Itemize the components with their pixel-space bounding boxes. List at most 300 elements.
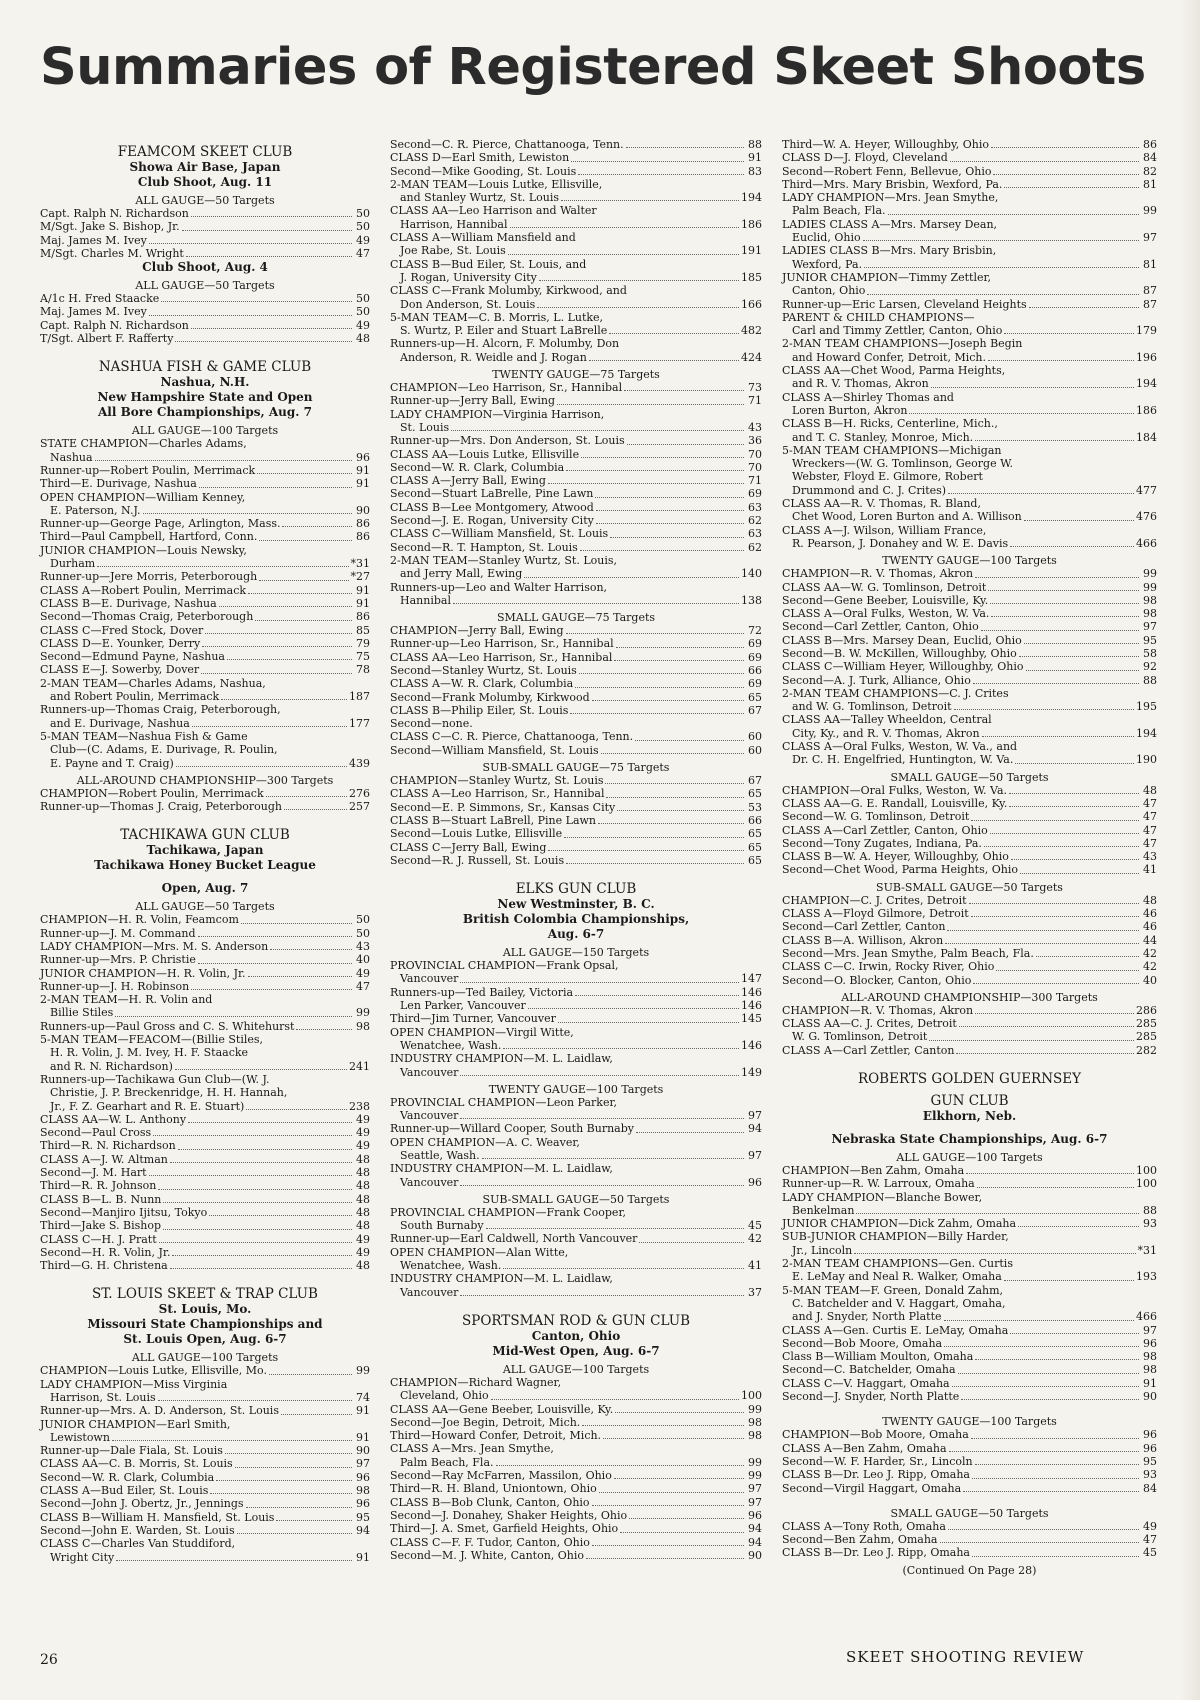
result-row — [390, 381, 762, 394]
result-row — [390, 351, 762, 364]
leader-dots — [975, 440, 1134, 441]
result-score: 48 — [1143, 893, 1157, 907]
result-row — [782, 1017, 1157, 1030]
result-score: 94 — [748, 1535, 762, 1549]
result-name: and Howard Confer, Detroit, Mich. — [792, 350, 986, 364]
result-line: CLASS B—Bud Eiler, St. Louis, and — [390, 257, 587, 271]
leader-dots — [246, 1507, 352, 1508]
result-name: Third—J. A. Smet, Garfield Heights, Ohio — [390, 1522, 619, 1536]
leader-dots — [984, 846, 1139, 847]
result-row — [40, 1113, 370, 1126]
leader-dots — [972, 1478, 1139, 1479]
result-score: 92 — [1143, 660, 1157, 674]
spacer — [782, 1057, 1157, 1065]
result-row — [390, 594, 762, 607]
result-name: CLASS C—H. J. Pratt — [40, 1232, 157, 1246]
result-name: Second—Mike Gooding, St. Louis — [390, 164, 577, 178]
leader-dots — [972, 1556, 1139, 1557]
result-name: Second—W. R. Clark, Columbia — [40, 1470, 215, 1484]
result-name: Runner-up—J. H. Robinson — [40, 979, 190, 993]
leader-dots — [1004, 333, 1134, 334]
leader-dots — [635, 740, 744, 741]
result-score: 47 — [1143, 810, 1157, 824]
result-row — [782, 351, 1157, 364]
result-name: M/Sgt. Jake S. Bishop, Jr. — [40, 220, 180, 234]
section-subheading: TWENTY GAUGE—100 Targets — [882, 554, 1057, 568]
leader-dots — [282, 526, 352, 527]
result-name: Vancouver — [400, 1285, 459, 1299]
result-name: Second—Carl Zettler, Canton, Ohio — [782, 620, 979, 634]
result-score: 99 — [356, 1006, 370, 1020]
result-name: Maj. James M. Ivey — [40, 233, 147, 247]
result-line: 2-MAN TEAM—H. R. Volin and — [40, 993, 213, 1007]
result-name: CHAMPION—Robert Poulin, Merrimack — [40, 786, 264, 800]
result-score: 85 — [356, 623, 370, 637]
leader-dots — [888, 214, 1139, 215]
result-score: *31 — [1137, 1243, 1157, 1257]
result-score: 146 — [741, 999, 762, 1013]
result-row — [40, 953, 370, 966]
result-score: 74 — [356, 1391, 370, 1404]
result-name: CHAMPION—Bob Moore, Omaha — [782, 1428, 969, 1442]
leader-dots — [192, 726, 347, 727]
result-line: PROVINCIAL CHAMPION—Frank Cooper, — [390, 1205, 626, 1219]
result-name: CLASS A—Oral Fulks, Weston, W. Va. — [782, 607, 990, 621]
result-score: 70 — [748, 447, 762, 461]
leader-dots — [580, 550, 744, 551]
result-name: Second—Virgil Haggart, Omaha — [782, 1481, 962, 1495]
result-line: 2-MAN TEAM—Charles Adams, Nashua, — [40, 676, 266, 690]
result-line: Second—none. — [390, 717, 473, 731]
result-score: 69 — [748, 677, 762, 691]
result-score: 424 — [741, 350, 762, 364]
leader-dots — [172, 1255, 352, 1256]
section-subheading: ALL-AROUND CHAMPIONSHIP—300 Targets — [76, 773, 334, 787]
result-row — [390, 434, 762, 447]
leader-dots — [269, 1374, 352, 1375]
leader-dots — [620, 1532, 744, 1533]
result-row — [782, 258, 1157, 271]
result-line: 5-MAN TEAM—C. B. Morris, L. Lutke, — [390, 310, 604, 324]
result-row — [390, 841, 762, 854]
result-name: JUNIOR CHAMPION—H. R. Volin, Jr. — [40, 966, 246, 980]
section-subheading: TWENTY GAUGE—100 Targets — [882, 1415, 1057, 1429]
result-row — [390, 501, 762, 514]
result-name: Capt. Ralph N. Richardson — [40, 207, 189, 220]
leader-dots — [158, 1189, 352, 1190]
result-name: Second—R. J. Russell, St. Louis — [390, 853, 565, 867]
result-row — [40, 800, 370, 813]
result-name: CLASS C—William Mansfield, St. Louis — [390, 527, 609, 541]
result-name: Third—Paul Campbell, Hartford, Conn. — [40, 530, 258, 544]
result-name: Capt. Ralph N. Richardson — [40, 318, 189, 332]
result-name: Second—Carl Zettler, Canton — [782, 920, 946, 934]
result-score: 185 — [741, 270, 762, 284]
result-name: CLASS AA—Leo Harrison, Sr., Hannibal — [390, 650, 613, 664]
section-subheading: Nebraska State Championships, Aug. 6-7 — [831, 1132, 1108, 1146]
result-score: 75 — [356, 650, 370, 664]
result-score: 46 — [1143, 907, 1157, 921]
leader-dots — [1018, 1226, 1139, 1227]
result-score: 42 — [1143, 946, 1157, 960]
result-name: Second—O. Blocker, Canton, Ohio — [782, 973, 972, 987]
result-score: 66 — [748, 813, 762, 827]
leader-dots — [539, 280, 739, 281]
result-row — [782, 138, 1157, 151]
spacer — [782, 1403, 1157, 1411]
leader-dots — [971, 916, 1139, 917]
section-subheading: SUB-SMALL GAUGE—50 Targets — [482, 1192, 670, 1206]
result-row — [40, 570, 370, 583]
result-score: 94 — [356, 1523, 370, 1537]
result-row — [390, 1176, 762, 1189]
result-row — [782, 1204, 1157, 1217]
result-score: 146 — [741, 1038, 762, 1052]
leader-dots — [1015, 763, 1134, 764]
result-name: CLASS E—J. Sowerby, Dover — [40, 663, 200, 677]
result-score: 82 — [1143, 164, 1157, 178]
result-name: CLASS AA—C. J. Crites, Detroit — [782, 1017, 957, 1031]
leader-dots — [931, 387, 1134, 388]
result-score: 286 — [1136, 1003, 1157, 1017]
result-row — [390, 827, 762, 840]
leader-dots — [617, 810, 744, 811]
leader-dots — [281, 1414, 352, 1415]
result-score: 100 — [1136, 1164, 1157, 1177]
result-score: 97 — [1143, 1323, 1157, 1337]
result-score: 65 — [748, 853, 762, 867]
spacer — [40, 1272, 370, 1280]
leader-dots — [973, 683, 1139, 684]
result-line: PROVINCIAL CHAMPION—Frank Opsal, — [390, 959, 619, 973]
result-line: CHAMPION—Richard Wagner, — [390, 1375, 562, 1389]
result-score: 95 — [1143, 1454, 1157, 1468]
result-row — [390, 637, 762, 650]
leader-dots — [496, 1465, 744, 1466]
result-name: CHAMPION—Jerry Ball, Ewing — [390, 624, 564, 638]
result-row — [390, 744, 762, 757]
result-row — [390, 1522, 762, 1535]
result-name: Second—R. T. Hampton, St. Louis — [390, 540, 578, 554]
result-row — [390, 999, 762, 1012]
result-score: 86 — [356, 530, 370, 544]
result-score: 49 — [356, 1112, 370, 1126]
result-score: 96 — [1143, 1441, 1157, 1455]
result-name: Runner-up—Mrs. A. D. Anderson, St. Louis — [40, 1404, 279, 1418]
leader-dots — [566, 633, 744, 634]
result-row — [390, 1219, 762, 1232]
leader-dots — [116, 1560, 352, 1561]
result-name: Billie Stiles — [50, 1006, 114, 1020]
leader-dots — [115, 1016, 352, 1017]
leader-dots — [460, 1118, 744, 1119]
result-row — [390, 1389, 762, 1402]
result-score: 184 — [1136, 430, 1157, 444]
leader-dots — [982, 736, 1134, 737]
leader-dots — [1009, 806, 1139, 807]
result-score: 49 — [356, 1126, 370, 1140]
leader-dots — [528, 1008, 739, 1009]
result-row — [40, 1497, 370, 1510]
result-row — [782, 594, 1157, 607]
result-row — [390, 854, 762, 867]
leader-dots — [186, 256, 352, 257]
result-line: SUB-JUNIOR CHAMPION—Billy Harder, — [782, 1230, 1009, 1244]
leader-dots — [158, 1400, 352, 1401]
result-line: CLASS AA—Talley Wheeldon, Central — [782, 713, 992, 727]
result-name: Second—Robert Fenn, Bellevue, Ohio — [782, 164, 992, 178]
result-name: S. Wurtz, P. Eiler and Stuart LaBrelle — [400, 324, 608, 338]
result-row — [782, 178, 1157, 191]
result-score: 257 — [349, 800, 370, 814]
result-score: 43 — [748, 420, 762, 434]
result-score: 48 — [356, 1205, 370, 1219]
section-subheading: TWENTY GAUGE—75 Targets — [492, 368, 660, 382]
leader-dots — [276, 1520, 352, 1521]
result-name: CLASS A—Ben Zahm, Omaha — [782, 1441, 947, 1455]
result-row — [782, 934, 1157, 947]
leader-dots — [1024, 643, 1139, 644]
result-row — [782, 431, 1157, 444]
section-subheading: Club Shoot, Aug. 11 — [137, 175, 273, 189]
result-name: CLASS B—L. B. Nunn — [40, 1192, 162, 1206]
result-score: 69 — [748, 650, 762, 664]
result-score: 48 — [356, 1219, 370, 1233]
result-name: CLASS C—Fred Stock, Dover — [40, 623, 204, 637]
result-row — [782, 1270, 1157, 1283]
result-line: Runners-up—Leo and Walter Harrison, — [390, 580, 608, 594]
leader-dots — [112, 1440, 352, 1441]
result-score: 90 — [356, 503, 370, 517]
result-row — [390, 801, 762, 814]
result-row — [40, 1193, 370, 1206]
result-row — [782, 1390, 1157, 1403]
result-row — [40, 1126, 370, 1139]
result-line: Webster, Floyd E. Gilmore, Robert — [792, 470, 983, 484]
result-row — [390, 1012, 762, 1025]
result-name: Second—J. Snyder, North Platte — [782, 1390, 960, 1404]
result-name: Second—M. J. White, Canton, Ohio — [390, 1548, 585, 1562]
result-row — [782, 620, 1157, 633]
result-score: 47 — [1143, 1533, 1157, 1547]
result-name: Runner-up—Willard Cooper, South Burnaby — [390, 1122, 634, 1136]
result-name: CHAMPION—Leo Harrison, Sr., Hannibal — [390, 381, 623, 395]
spacer — [40, 813, 370, 821]
spacer — [40, 345, 370, 353]
result-row — [782, 634, 1157, 647]
spacer — [40, 873, 370, 881]
leader-dots — [929, 1040, 1134, 1041]
section-subheading: St. Louis, Mo. — [158, 1302, 252, 1317]
result-name: E. Paterson, N.J. — [50, 503, 141, 517]
result-row — [40, 530, 370, 543]
result-score: 62 — [748, 540, 762, 554]
page-title: Summaries of Registered Skeet Shoots — [40, 38, 1146, 97]
result-score: 48 — [356, 1192, 370, 1206]
result-row — [40, 451, 370, 464]
result-name: Durham — [50, 557, 96, 571]
result-line: STATE CHAMPION—Charles Adams, — [40, 437, 247, 451]
result-score: 49 — [356, 318, 370, 332]
result-name: CLASS B—Philip Eiler, St. Louis — [390, 703, 569, 717]
result-name: Second—Joe Begin, Detroit, Mich. — [390, 1415, 581, 1429]
result-score: 193 — [1136, 1270, 1157, 1284]
result-score: 63 — [748, 500, 762, 514]
result-row — [782, 1310, 1157, 1323]
leader-dots — [170, 1162, 352, 1163]
result-line: LADY CHAMPION—Miss Virginia — [40, 1377, 228, 1391]
result-score: 91 — [748, 151, 762, 165]
leader-dots — [182, 230, 352, 231]
result-score: 45 — [748, 1219, 762, 1233]
result-score: 97 — [748, 1109, 762, 1123]
section-subheading: New Westminster, B. C. — [497, 897, 655, 912]
result-score: 71 — [748, 474, 762, 488]
result-name: Second—Tony Zugates, Indiana, Pa. — [782, 836, 982, 850]
leader-dots — [581, 457, 744, 458]
result-row — [390, 1456, 762, 1469]
result-row — [782, 1004, 1157, 1017]
result-score: 476 — [1136, 510, 1157, 524]
leader-dots — [216, 1480, 352, 1481]
leader-dots — [95, 460, 352, 461]
result-name: CHAMPION—H. R. Volin, Feamcom — [40, 913, 239, 927]
result-row — [782, 1377, 1157, 1390]
section-subheading: ALL GAUGE—100 Targets — [131, 424, 279, 438]
leader-dots — [503, 1268, 744, 1269]
result-score: 238 — [349, 1099, 370, 1113]
result-score: 91 — [356, 583, 370, 597]
result-name: Jr., F. Z. Gearhart and R. E. Stuart) — [50, 1099, 245, 1113]
leader-dots — [595, 497, 744, 498]
section-subheading: British Colombia Championships, — [462, 912, 690, 927]
result-name: CLASS B—Lee Montgomery, Atwood — [390, 500, 594, 514]
column-3 — [782, 138, 1157, 1577]
result-name: Anderson, R. Weidle and J. Rogan — [400, 350, 587, 364]
section-subheading: Aug. 6-7 — [547, 927, 605, 942]
result-line: CLASS C—Charles Van Studdiford, — [40, 1537, 236, 1551]
result-row — [782, 974, 1157, 987]
leader-dots — [949, 1451, 1139, 1452]
result-name: Second—Thomas Craig, Peterborough — [40, 610, 254, 624]
result-row — [782, 1482, 1157, 1495]
result-row — [782, 581, 1157, 594]
result-name: Second—B. W. McKillen, Willoughby, Ohio — [782, 646, 1017, 660]
result-row — [782, 151, 1157, 164]
result-score: 179 — [1136, 324, 1157, 338]
club-heading: SPORTSMAN ROD & GUN CLUB — [461, 1312, 691, 1329]
result-line: LADY CHAMPION—Virginia Harrison, — [390, 407, 605, 421]
result-row — [390, 1232, 762, 1245]
result-row — [40, 1524, 370, 1537]
result-name: CLASS D—J. Floyd, Cleveland — [782, 151, 948, 165]
spacer — [782, 1124, 1157, 1132]
result-row — [40, 1219, 370, 1232]
result-name: Carl and Timmy Zettler, Canton, Ohio — [792, 324, 1003, 338]
leader-dots — [153, 1135, 352, 1136]
result-score: 62 — [748, 514, 762, 528]
result-name: Runner-up—Robert Poulin, Merrimack — [40, 463, 256, 477]
spacer — [390, 1299, 762, 1307]
result-score: 96 — [356, 1470, 370, 1484]
result-score: 50 — [356, 926, 370, 940]
result-score: 98 — [1143, 1363, 1157, 1377]
result-name: Jr., Lincoln — [792, 1243, 853, 1257]
section-subheading: Nashua, N.H. — [160, 375, 250, 390]
leader-dots — [270, 949, 352, 950]
result-line: LADY CHAMPION—Mrs. Jean Smythe, — [782, 191, 999, 205]
leader-dots — [205, 633, 352, 634]
section-subheading: SMALL GAUGE—75 Targets — [496, 611, 656, 625]
club-heading: GUN CLUB — [930, 1093, 1009, 1109]
result-row — [40, 1246, 370, 1259]
section-subheading: (Continued On Page 28) — [902, 1563, 1037, 1577]
leader-dots — [524, 577, 739, 578]
leader-dots — [460, 982, 739, 983]
result-name: Second—E. P. Simmons, Sr., Kansas City — [390, 800, 616, 814]
leader-dots — [161, 301, 352, 302]
result-row — [782, 1337, 1157, 1350]
result-score: 91 — [356, 1430, 370, 1444]
leader-dots — [1036, 956, 1139, 957]
result-name: Palm Beach, Fla. — [400, 1455, 494, 1469]
result-score: 191 — [741, 244, 762, 258]
result-name: Euclid, Ohio — [792, 231, 861, 245]
result-row — [40, 663, 370, 676]
leader-dots — [163, 1202, 352, 1203]
result-name: Cleveland, Ohio — [400, 1389, 489, 1403]
result-name: Chet Wood, Loren Burton and A. Willison — [792, 510, 1022, 524]
result-score: 65 — [748, 840, 762, 854]
result-score: 99 — [748, 1455, 762, 1469]
result-line: OPEN CHAMPION—Alan Witte, — [390, 1245, 569, 1259]
result-name: Second—Stuart LaBrelle, Pine Lawn — [390, 487, 594, 501]
result-name: Class B—William Moulton, Omaha — [782, 1350, 974, 1364]
result-row — [782, 567, 1157, 580]
result-row — [782, 797, 1157, 810]
result-row — [782, 837, 1157, 850]
result-score: 285 — [1136, 1030, 1157, 1044]
result-row — [782, 298, 1157, 311]
result-name: Second—Ray McFarren, Massilon, Ohio — [390, 1469, 612, 1483]
result-score: 63 — [748, 527, 762, 541]
result-score: 84 — [1143, 151, 1157, 165]
result-score: 42 — [1143, 960, 1157, 974]
result-row — [390, 972, 762, 985]
result-score: 48 — [356, 1259, 370, 1273]
result-name: CLASS A—Robert Poulin, Merrimack — [40, 583, 247, 597]
result-score: 149 — [741, 1065, 762, 1079]
result-score: 87 — [1143, 297, 1157, 311]
leader-dots — [237, 1533, 352, 1534]
result-score: 466 — [1136, 1310, 1157, 1324]
result-score: *27 — [350, 570, 370, 584]
leader-dots — [221, 699, 347, 700]
result-name: CLASS C—V. Haggart, Omaha — [782, 1376, 950, 1390]
leader-dots — [1011, 859, 1139, 860]
result-name: CHAMPION—Oral Fulks, Weston, W. Va. — [782, 783, 1008, 797]
result-name: Runner-up—Mrs. P. Christie — [40, 953, 196, 967]
result-name: Lewistown — [50, 1430, 110, 1444]
result-row — [40, 1100, 370, 1113]
magazine-name: SKEET SHOOTING REVIEW — [846, 1648, 1085, 1666]
result-score: 45 — [1143, 1546, 1157, 1560]
result-score: 69 — [748, 487, 762, 501]
result-line: Runners-up—Tachikawa Gun Club—(W. J. — [40, 1072, 270, 1086]
result-name: CLASS A—Tony Roth, Omaha — [782, 1519, 946, 1533]
result-score: 97 — [1143, 231, 1157, 245]
result-row — [40, 247, 370, 260]
